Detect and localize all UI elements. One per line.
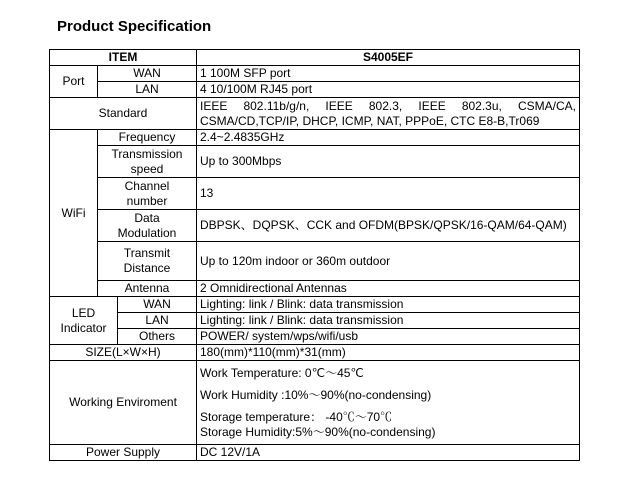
standard-value bbox=[197, 98, 580, 130]
port-label: Port bbox=[50, 66, 98, 98]
wifi-distance-value: Up to 120m indoor or 360m outdoor bbox=[197, 242, 580, 281]
environment-value bbox=[197, 361, 580, 445]
wifi-speed-name bbox=[98, 146, 197, 178]
wifi-speed-value: Up to 300Mbps bbox=[197, 146, 580, 178]
power-value: DC 12V/1A bbox=[197, 445, 580, 461]
power-row bbox=[50, 445, 580, 461]
wifi-antenna-value: 2 Omnidirectional Antennas bbox=[197, 281, 580, 297]
wifi-antenna-row bbox=[50, 281, 580, 297]
wifi-channel-name-2: number bbox=[126, 193, 168, 208]
wifi-distance-name-1: Transmit bbox=[123, 246, 171, 260]
led-others-value: POWER/ system/wps/wifi/usb bbox=[197, 329, 580, 345]
led-label-2: Indicator bbox=[60, 320, 107, 335]
power-label: Power Supply bbox=[50, 445, 197, 461]
size-label: SIZE(L×W×H) bbox=[50, 345, 197, 361]
size-row bbox=[50, 345, 580, 361]
port-wan-name: WAN bbox=[98, 66, 197, 82]
work-temperature: Work Temperature: 0℃～45℃ bbox=[200, 365, 364, 380]
header-model: S4005EF bbox=[197, 50, 580, 66]
wifi-distance-name-2: Distance bbox=[123, 261, 171, 275]
wifi-channel-row bbox=[50, 178, 580, 210]
wifi-distance-name bbox=[98, 242, 197, 281]
led-others-row bbox=[50, 329, 580, 345]
wifi-modulation-value: DBPSK、DQPSK、CCK and OFDM(BPSK/QPSK/16-QAM/64-QAM) bbox=[197, 210, 580, 242]
port-lan-row bbox=[50, 82, 580, 98]
storage-humidity: Storage Humidity:5%～90%(no-condensing) bbox=[200, 424, 436, 439]
wifi-modulation-row bbox=[50, 210, 580, 242]
wifi-speed-name-2: speed bbox=[130, 161, 164, 176]
size-value: 180(mm)*110(mm)*31(mm) bbox=[197, 345, 580, 361]
led-lan-row bbox=[50, 313, 580, 329]
standard-line-2: CSMA/CD,TCP/IP, DHCP, ICMP, NAT, PPPoE, CTC E8-B,Tr069 bbox=[200, 113, 540, 128]
wifi-frequency-value: 2.4~2.4835GHz bbox=[197, 130, 580, 146]
wifi-frequency-row bbox=[50, 130, 580, 146]
standard-row bbox=[50, 98, 580, 130]
led-lan-name: LAN bbox=[118, 313, 197, 329]
led-label bbox=[50, 297, 118, 345]
wifi-channel-name bbox=[98, 178, 197, 210]
header-item: ITEM bbox=[50, 50, 197, 66]
wifi-frequency-name: Frequency bbox=[98, 130, 197, 146]
led-lan-value: Lighting: link / Blink: data transmission bbox=[197, 313, 580, 329]
port-lan-name: LAN bbox=[98, 82, 197, 98]
wifi-modulation-name bbox=[98, 210, 197, 242]
led-others-name: Others bbox=[118, 329, 197, 345]
port-wan-value: 1 100M SFP port bbox=[197, 66, 580, 82]
port-lan-value: 4 10/100M RJ45 port bbox=[197, 82, 580, 98]
wifi-speed-row bbox=[50, 146, 580, 178]
port-wan-row bbox=[50, 66, 580, 82]
environment-row bbox=[50, 361, 580, 445]
wifi-distance-row bbox=[50, 242, 580, 281]
wifi-label: WiFi bbox=[50, 130, 98, 297]
led-wan-value: Lighting: link / Blink: data transmission bbox=[197, 297, 580, 313]
standard-label: Standard bbox=[50, 98, 197, 130]
wifi-channel-name-1: Channel bbox=[124, 178, 170, 193]
led-wan-name: WAN bbox=[118, 297, 197, 313]
environment-label: Working Enviroment bbox=[50, 361, 197, 445]
wifi-antenna-name: Antenna bbox=[98, 281, 197, 297]
wifi-modulation-name-2: Modulation bbox=[117, 225, 177, 240]
work-humidity: Work Humidity :10%～90%(no-condensing) bbox=[200, 387, 432, 402]
led-label-1: LED bbox=[71, 305, 96, 320]
header-row bbox=[50, 50, 580, 66]
storage-temperature: Storage temperature： -40℃～70℃ bbox=[200, 409, 393, 424]
led-wan-row bbox=[50, 297, 580, 313]
standard-line-1: IEEE 802.11b/g/n, IEEE 802.3, IEEE 802.3u, CSMA/CA, bbox=[200, 98, 576, 113]
page-title: Product Specification bbox=[57, 18, 212, 35]
wifi-channel-value: 13 bbox=[197, 178, 580, 210]
wifi-speed-name-1: Transmission bbox=[111, 146, 183, 161]
spec-table bbox=[49, 49, 580, 461]
wifi-modulation-name-1: Data bbox=[134, 210, 160, 225]
